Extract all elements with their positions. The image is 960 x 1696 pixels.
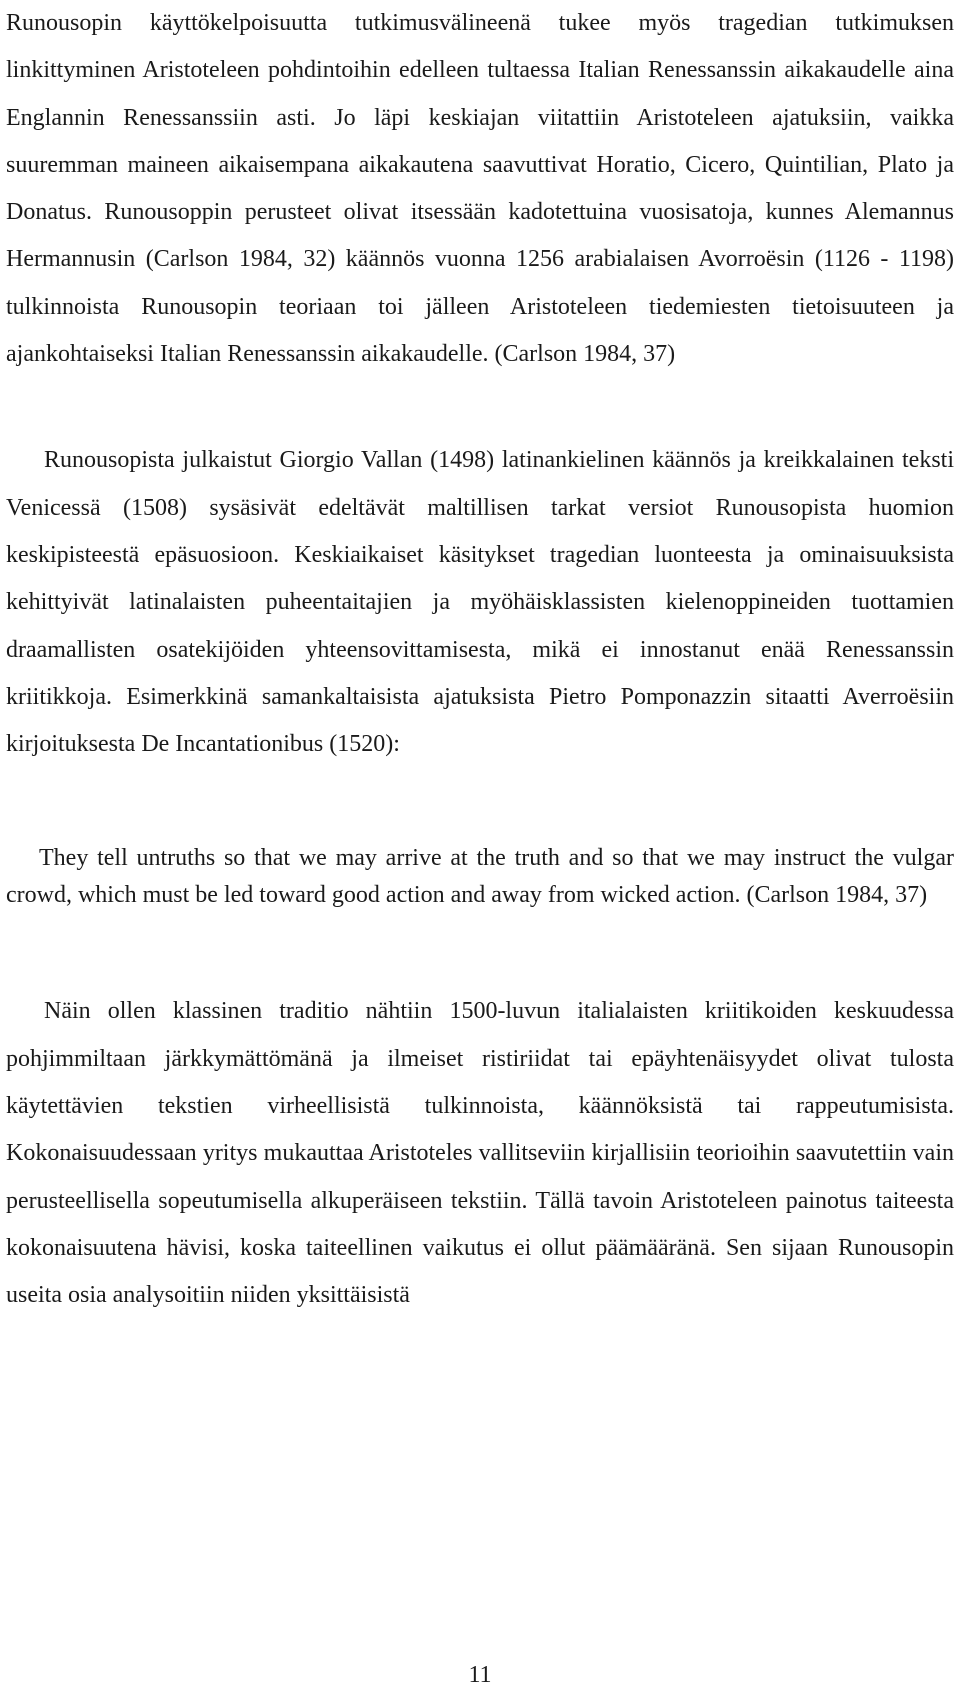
block-quote-pomponazzi: They tell untruths so that we may arrive at the truth and so that we may instruct the vulgar crowd, which must be led toward good action and away from wicked action. (Carlson 1984, 37) bbox=[6, 845, 954, 909]
paragraph-vallan-kaannos: Runousopista julkaistut Giorgio Vallan (1498) latinankielinen käännös ja kreikkalainen teksti Venicessä (1508) sysäsivät edeltävät maltillisen tarkat versiot Runousopista huomion keskipisteestä epäsuosioon. Keskiaikaiset käsitykset tragedian luonteesta ja ominaisuuksista kehittyivät latinalaisten puheentaitajien ja myöhäisklassisten kielenoppineiden tuottamien draamallisten osatekijöiden yhteensovittamisesta, mikä ei innostanut enää Renessanssin kriitikkoja. Esimerkkinä samankaltaisista ajatuksista Pietro Pomponazzin sitaatti Averroësiin kirjoituksesta De Incantationibus (1520): bbox=[6, 447, 954, 758]
document-page bbox=[6, 0, 954, 1696]
paragraph-runousopin-kayttokelpoisuus: Runousopin käyttökelpoisuutta tutkimusvälineenä tukee myös tragedian tutkimuksen linkittyminen Aristoteleen pohdintoihin edelleen tultaessa Italian Renessanssin aikakaudelle aina Englannin Renessanssiin asti. Jo läpi keskiajan viitattiin Aristoteleen ajatuksiin, vaikka suuremman maineen aikaisempana aikakautena saavuttivat Horatio, Cicero, Quintilian, Plato ja Donatus. Runousoppin perusteet olivat itsessään kadotettuina vuosisatoja, kunnes Alemannus Hermannusin (Carlson 1984, 32) käännös vuonna 1256 arabialaisen Avorroësin (1126 - 1198) tulkinnoista Runousopin teoriaan toi jälleen Aristoteleen tiedemiesten tietoisuuteen ja ajankohtaiseksi Italian Renessanssin aikakaudelle. (Carlson 1984, 37) bbox=[6, 10, 954, 368]
page-number: 11 bbox=[468, 1662, 492, 1688]
paragraph-klassinen-traditio: Näin ollen klassinen traditio nähtiin 1500-luvun italialaisten kriitikoiden keskuudessa pohjimmiltaan järkkymättömänä ja ilmeiset ristiriidat tai epäyhtenäisyydet olivat tulosta käytettävien tekstien virheellisistä tulkinnoista, käännöksistä tai rappeutumisista. Kokonaisuudessaan yritys mukauttaa Aristoteles vallitseviin kirjallisiin teorioihin saavutettiin vain perusteellisella sopeutumisella alkuperäiseen tekstiin. Tällä tavoin Aristoteleen painotus taiteesta kokonaisuutena hävisi, koska taiteellinen vaikutus ei ollut päämääränä. Sen sijaan Runousopin useita osia analysoitiin niiden yksittäisistä bbox=[6, 998, 954, 1309]
